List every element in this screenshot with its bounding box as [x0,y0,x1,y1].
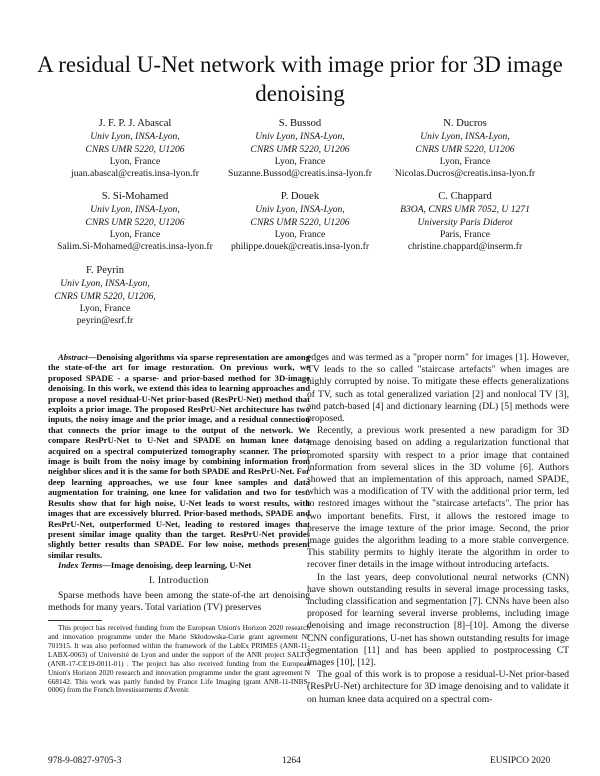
author-email: peyrin@esrf.fr [76,315,134,327]
author-affiliation: Univ Lyon, INSA-Lyon, [60,278,150,290]
author-email: Suzanne.Bussod@creatis.insa-lyon.fr [228,168,372,180]
author-affiliation: Univ Lyon, INSA-Lyon, [90,204,180,216]
author-name: J. F. P. J. Abascal [98,118,172,129]
author-affiliation: CNRS UMR 5220, U1206 [250,216,350,228]
footer-conference: EUSIPCO 2020 [490,756,551,766]
author-email: philippe.douek@creatis.insa-lyon.fr [230,241,370,253]
author-affiliation: Univ Lyon, INSA-Lyon, [255,204,345,216]
section-heading: I. Introduction [149,574,209,586]
author-city: Paris, France [439,228,491,240]
author-affiliation: B3OA, CNRS UMR 7052, U 1271 [400,204,530,216]
abstract-lead: Abstract [58,352,88,362]
paragraph: In the last years, deep convolutional neural networks (CNN) have shown outstanding results in several image processing tasks, including classification and segmentation [7]. CNNs have been also proposed for learning several inverse problems, including image denoising and image reconstruction [8]–[10]. Among the diverse CNN configurations, U-net has shown outstanding results for image segmentation [11] and has been applied to postprocessing CT images [10], [12]. [307,571,569,669]
footnote-rule [48,620,102,621]
index-terms-text: —Image denoising, deep learning, U-Net [102,560,252,571]
author-affiliation: Univ Lyon, INSA-Lyon, [255,131,345,143]
paper-title: A residual U-Net network with image prior for 3D image denoising [37,52,563,106]
abstract-text: —Denoising algorithms via sparse representation are among the state-of-the art for image restoration. On previous work, we proposed SPADE - a sparse- and prior-based method for 3D-image denoising. In this work, we extend this idea to learning approaches and propose a novel residual-U-Net prior-based (ResPrU-Net) method that exploits a prior image. The proposed ResPrU-Net architecture has two inputs, the noisy image and the prior image, and a residual connection that connects the prior image to the output of the network. We compare ResPrU-Net to U-Net and SPADE on human knee data acquired on a spectral computerized tomography scanner. The prior image is built from the noisy image by combining information from neighbor slices and it is the same for both SPADE and ResPrU-Net. For deep learning approaches, we use four knee samples and data augmentation for training, one knee for validation and two for test. Results show that for high noise, U-Net leads to worst results, with images that are excessively blurred. Prior-based methods, SPADE and ResPrU-Net, outperformed U-Net, leading to restored images that present similar image quality than the target. ResPrU-Net provides slightly better results than SPADE. For low noise, methods present similar results. [48,352,310,560]
author-name: F. Peyrin [86,265,124,276]
author-name: N. Ducros [443,118,487,129]
author-email: juan.abascal@creatis.insa-lyon.fr [71,168,199,180]
paragraph: The goal of this work is to propose a residual-U-Net prior-based (ResPrU-Net) architecture for 3D image denoising and to validate it on human knee data acquired on a spectral com- [307,669,569,705]
author-city: Lyon, France [109,228,161,240]
author-block [40,191,230,253]
right-column [307,352,569,706]
author-block [370,191,560,253]
index-terms [48,560,310,570]
author-affiliation: CNRS UMR 5220, U1206 [85,143,185,155]
author-affiliation: CNRS UMR 5220, U1206 [85,216,185,228]
author-affiliation: CNRS UMR 5220, U1206, [54,290,156,302]
author-name: S. Bussod [278,118,322,129]
author-city: Lyon, France [274,228,326,240]
index-terms-lead: Index Terms [58,560,103,571]
author-affiliation: CNRS UMR 5220, U1206 [415,143,515,155]
author-affiliation: University Paris Diderot [417,216,513,228]
author-block [40,118,230,180]
footer-isbn: 978-9-0827-9705-3 [48,756,122,766]
footer-page-number: 1264 [282,756,301,766]
author-name: S. Si-Mohamed [101,191,169,202]
footnote: This project has received funding from the European Union's Horizon 2020 research and innovation programme under the Marie Skłodowska-Curie grant agreement N° 701915. It was also performed within the framework of the LabEx PRIMES (ANR-11-LABX-0063) of Université de Lyon and under the support of the ANR project SALTO (ANR-17-CE19-0011-01) . The project has also received funding from the European Union's Horizon 2020 research and innovation programme under the grant agreement N 668142. This work was partly funded by France Life Imaging (grant ANR-11-INBS-0006) from the French Investissements d'Avenir. [48,623,310,695]
author-name: P. Douek [280,191,320,202]
author-city: Lyon, France [79,302,131,314]
author-email: Nicolas.Ducros@creatis.insa-lyon.fr [394,168,536,180]
author-affiliation: Univ Lyon, INSA-Lyon, [420,131,510,143]
author-email: christine.chappard@inserm.fr [407,241,523,253]
abstract [48,352,310,560]
author-city: Lyon, France [439,155,491,167]
author-affiliation: Univ Lyon, INSA-Lyon, [90,131,180,143]
author-block [10,265,200,327]
left-column [48,352,310,695]
author-city: Lyon, France [109,155,161,167]
paragraph: Recently, a previous work presented a new paradigm for 3D image denoising based on adding a regularization functional that promoted sparsity with respect to a prior image that contained information from several slices in the 3D volume [6]. Authors showed that an implementation of this approach, named SPADE, which was a modification of TV with the additional prior term, led to restored images without the "staircase artefacts". The prior has two important benefits. First, it allows the restored image to preserve the image texture of the prior image. Second, the prior image guides the algorithm leading to a more stable convergence. This stability permits to highly iterate the algorithm in order to recover finer details in the image without introducing artefacts. [307,425,569,571]
paragraph: Sparse methods have been among the state-of-the art denoising methods for many years. Total variation (TV) preserves [48,589,310,613]
author-block [205,118,395,180]
author-city: Lyon, France [274,155,326,167]
author-email: Salim.Si-Mohamed@creatis.insa-lyon.fr [57,241,213,253]
author-block [205,191,395,253]
author-name: C. Chappard [438,191,492,202]
author-affiliation: CNRS UMR 5220, U1206 [250,143,350,155]
paragraph: edges and was termed as a "proper norm" for images [1]. However, TV leads to the so called "staircase artefacts" when images are highly corrupted by noise. To mitigate these effects generalizations of TV, such as total generalized variation [2] and nonlocal TV [3], and patch-based [4] and dictionary learning (DL) [5] methods were proposed. [307,352,569,425]
author-block [370,118,560,180]
